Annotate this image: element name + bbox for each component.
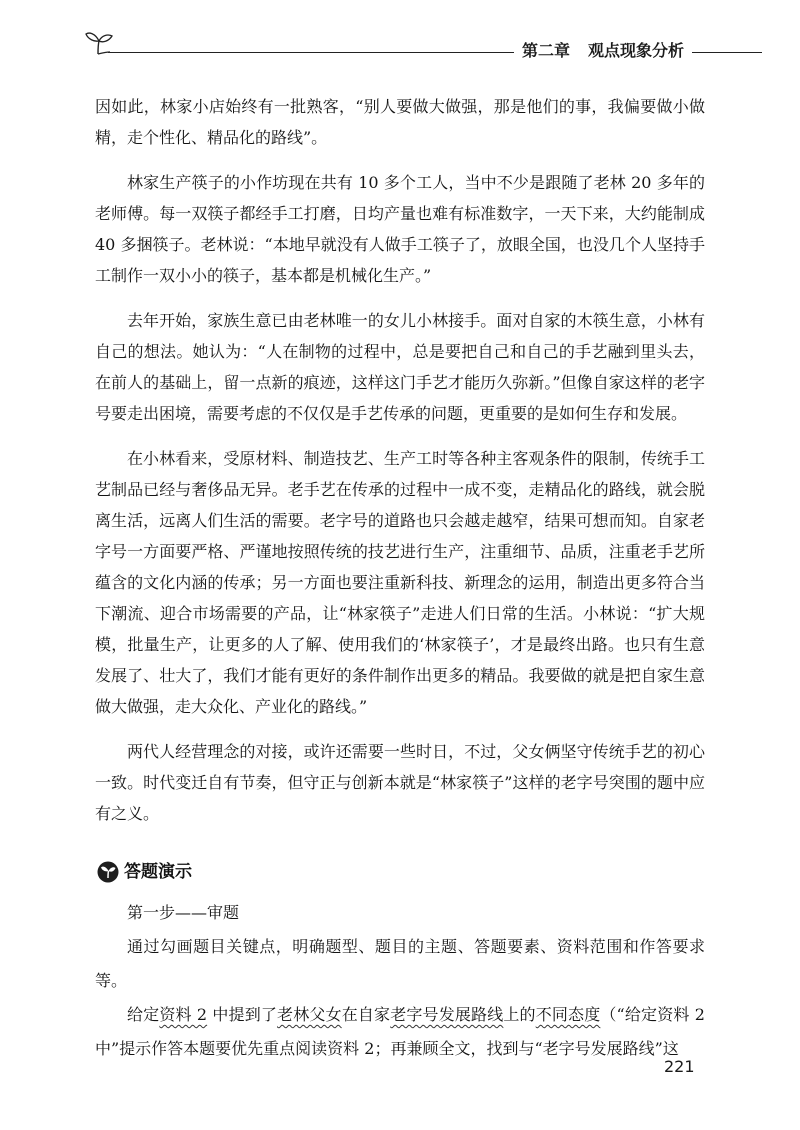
step-title: 第一步——审题 [127, 903, 240, 922]
text-segment: （“给定资料 2 中”提示作答本题要优先重点阅读资料 2；再兼顾全文，找到与“老字号发展路线”这 [95, 1005, 705, 1058]
text-segment: 给定 [127, 1005, 160, 1024]
wavy-underlined-keyword: 老字号发展路线 [390, 1005, 504, 1024]
leaf-badge-icon [97, 861, 119, 883]
text-segment: 中提到了 [207, 1005, 278, 1024]
chapter-number: 第二章 [522, 41, 571, 60]
chapter-title: 观点现象分析 [588, 41, 685, 60]
section-heading-answer-demo [95, 857, 705, 887]
wavy-underlined-keyword: 老林父女 [277, 1005, 342, 1024]
text-segment: 在自家 [341, 1005, 391, 1024]
body-text [95, 91, 705, 1066]
text-segment: 上的 [503, 1005, 536, 1024]
running-header [0, 0, 800, 70]
paragraph: 在小林看来，受原材料、制造技艺、生产工时等各种主客观条件的限制，传统手工艺制品已经与奢侈品无异。老手艺在传承的过程中一成不变，走精品化的路线，就会脱离生活，远离人们生活的需要。老字号的道路也只会越走越窄，结果可想而知。自家老字号一方面要严格、严谨地按照传统的技艺进行生产，注重细节、品质，注重老手艺所蕴含的文化内涵的传承；另一方面也要注重新科技、新理念的运用，制造出更多符合当下潮流、迎合市场需要的产品，让“林家筷子”走进人们日常的生活。小林说：“扩大规模，批量生产，让更多的人了解、使用我们的‘林家筷子’，才是最终出路。也只有生意发展了、壮大了，我们才能有更好的条件制作出更多的精品。我要做的就是把自家生意做大做强，走大众化、产业化的路线。” [95, 449, 705, 716]
wavy-underlined-keyword: 不同态度 [535, 1005, 601, 1024]
annotated-paragraph [95, 998, 705, 1066]
paragraph-continued: 因如此，林家小店始终有一批熟客，“别人要做大做强，那是他们的事，我偏要做小做精，走个性化、精品化的路线”。 [95, 97, 705, 147]
answer-demo-body [95, 896, 705, 1066]
paragraph: 去年开始，家族生意已由老林唯一的女儿小林接手。面对自家的木筷生意，小林有自己的想法。她认为：“人在制物的过程中，总是要把自己和自己的手艺融到里头去，在前人的基础上，留一点新的痕迹，这样这门手艺才能历久弥新。”但像自家这样的老字号要走出困境，需要考虑的不仅仅是手艺传承的问题，更重要的是如何生存和发展。 [95, 311, 705, 423]
header-rule-left [108, 52, 514, 53]
paragraph: 林家生产筷子的小作坊现在共有 10 多个工人，当中不少是跟随了老林 20 多年的老师傅。每一双筷子都经手工打磨，日均产量也难有标准数字，一天下来，大约能制成 40 多捆筷子。老林说：“本地早就没有人做手工筷子了，放眼全国，也没几个人坚持手工制作一双小小的筷子，基本都是机械化生产。” [95, 173, 705, 285]
section-heading-label: 答题演示 [124, 862, 192, 882]
paragraph: 通过勾画题目关键点，明确题型、题目的主题、答题要素、资料范围和作答要求等。 [95, 937, 705, 990]
wavy-underlined-keyword: 资料 2 [159, 1005, 208, 1024]
page-number: 221 [664, 1057, 695, 1076]
paragraph: 两代人经营理念的对接，或许还需要一些时日，不过，父女俩坚守传统手艺的初心一致。时代变迁自有节奏，但守正与创新本就是“林家筷子”这样的老字号突围的题中应有之义。 [95, 742, 705, 823]
header-rule-right [692, 52, 762, 53]
